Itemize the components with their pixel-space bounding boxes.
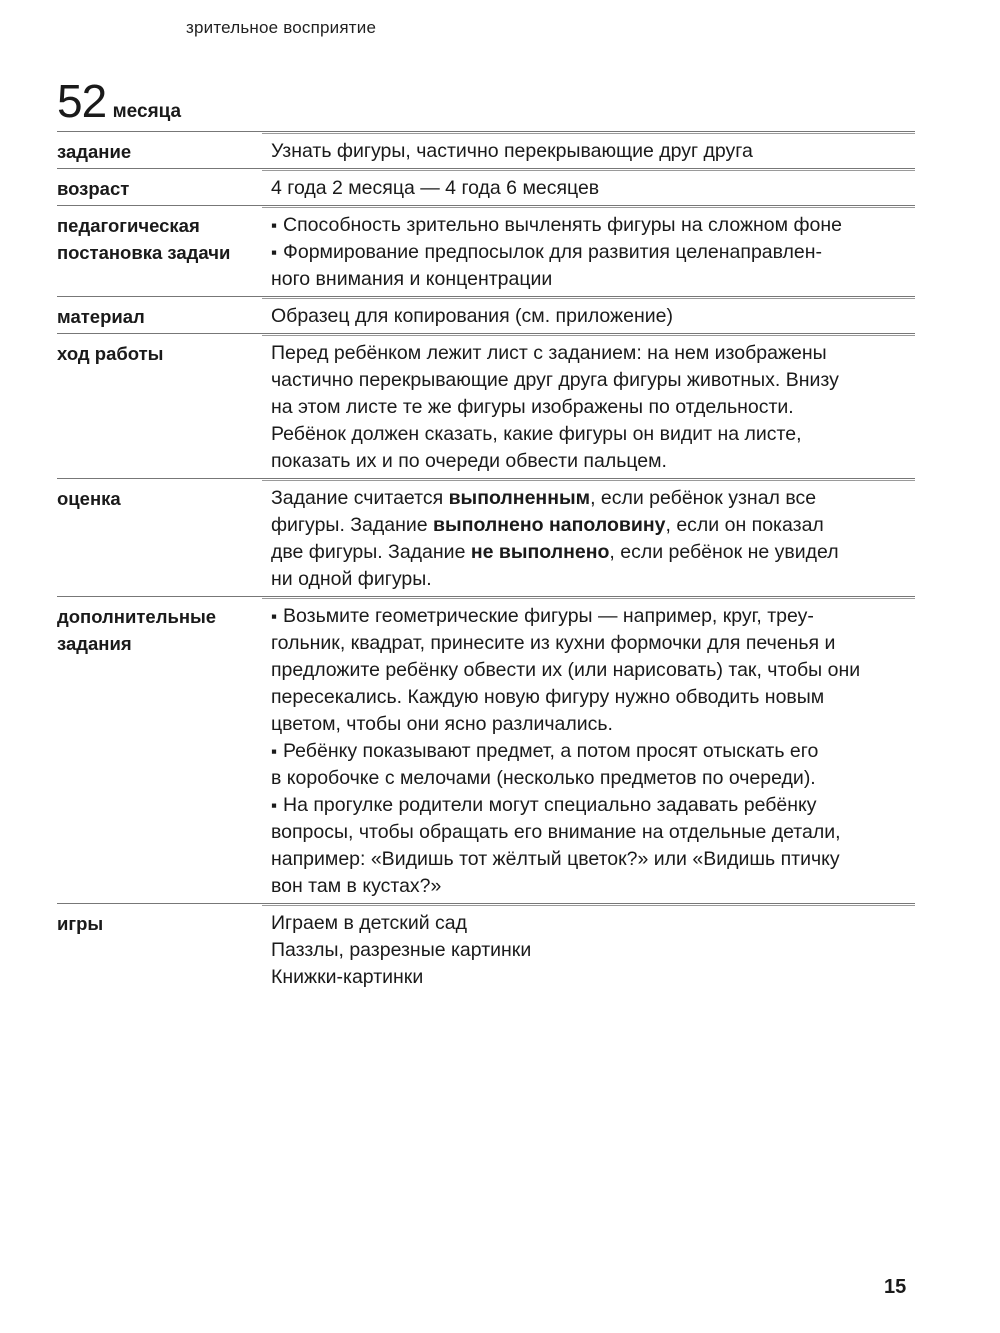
extra-bullet-1 <box>271 603 915 630</box>
row-material <box>57 296 915 333</box>
label-age: возраст <box>57 178 130 199</box>
value-evaluation <box>271 479 915 596</box>
label-extra-line1: дополнительные <box>57 606 217 627</box>
row-age <box>57 168 915 205</box>
value-age: 4 года 2 месяца — 4 года 6 месяцев <box>271 177 600 199</box>
goals-bullet-1 <box>271 212 915 239</box>
games-item-3: Книжки-картинки <box>271 966 424 988</box>
evaluation-l1-a: Задание считается <box>271 487 449 509</box>
label-evaluation: оценка <box>57 488 121 509</box>
goals-bullet-2-line2: ного внимания и концентрации <box>271 268 553 290</box>
label-task: задание <box>57 141 132 162</box>
extra-b1-line2: гольник, квадрат, принесите из кухни формочки для печенья и <box>271 632 836 654</box>
goals-bullet-2-line1: Формирование предпосылок для развития целенаправлен- <box>283 241 823 263</box>
value-extra <box>271 597 915 903</box>
extra-bullet-2 <box>271 738 915 765</box>
extra-b1-line4: пересекались. Каждую новую фигуру нужно обводить новым <box>271 686 825 708</box>
running-head: зрительное восприятие <box>186 18 377 37</box>
evaluation-l2-bold: выполнено наполовину <box>433 514 666 536</box>
row-games <box>57 903 915 994</box>
extra-b1-line5: цветом, чтобы они ясно различались. <box>271 713 613 735</box>
evaluation-l3-c: , если ребёнок не увидел <box>609 541 839 563</box>
evaluation-line-4: ни одной фигуры. <box>271 568 432 590</box>
value-goals <box>271 206 915 296</box>
value-task: Узнать фигуры, частично перекрывающие друг друга <box>271 140 753 162</box>
page-number: 15 <box>884 1276 907 1298</box>
procedure-line-4: Ребёнок должен сказать, какие фигуры он видит на листе, <box>271 423 802 445</box>
label-material: материал <box>57 306 145 327</box>
row-procedure <box>57 333 915 478</box>
label-procedure: ход работы <box>57 343 164 364</box>
row-extra <box>57 596 915 903</box>
row-goals <box>57 205 915 296</box>
goals-bullet-1-text: Способность зрительно вычленять фигуры на сложном фоне <box>283 214 842 236</box>
evaluation-l3-a: две фигуры. Задание <box>271 541 471 563</box>
evaluation-line-2 <box>271 512 915 539</box>
value-material: Образец для копирования (см. приложение) <box>271 305 673 327</box>
evaluation-l2-a: фигуры. Задание <box>271 514 434 536</box>
goals-bullet-2 <box>271 239 915 266</box>
extra-b3-line2: вопросы, чтобы обращать его внимание на отдельные детали, <box>271 821 841 843</box>
label-goals-line1: педагогическая <box>57 215 200 236</box>
label-goals <box>57 206 271 296</box>
label-goals-line2: постановка задачи <box>57 242 231 263</box>
extra-b3-line4: вон там в кустах?» <box>271 875 442 897</box>
page-title <box>57 75 182 127</box>
evaluation-line-1 <box>271 485 915 512</box>
label-extra-line2: задания <box>57 633 132 654</box>
label-games: игры <box>57 913 104 934</box>
title-unit: месяца <box>112 101 182 122</box>
extra-bullet-3 <box>271 792 915 819</box>
row-task <box>57 131 915 168</box>
value-games <box>271 904 915 994</box>
games-item-1: Играем в детский сад <box>271 912 468 934</box>
procedure-line-3: на этом листе те же фигуры изображены по отдельности. <box>271 396 794 418</box>
value-procedure <box>271 334 915 478</box>
title-number: 52 <box>57 75 107 127</box>
procedure-line-1: Перед ребёнком лежит лист с заданием: на нем изображены <box>271 342 827 364</box>
procedure-line-2: частично перекрывающие друг друга фигуры животных. Внизу <box>271 369 839 391</box>
activity-table <box>57 131 915 994</box>
extra-b1-line3: предложите ребёнку обвести их (или нарисовать) так, чтобы они <box>271 659 861 681</box>
extra-b3-line3: например: «Видишь тот жёлтый цветок?» или «Видишь птичку <box>271 848 840 870</box>
evaluation-l1-c: , если ребёнок узнал все <box>590 487 817 509</box>
extra-b1-line1: Возьмите геометрические фигуры — например, круг, треу- <box>283 605 814 627</box>
evaluation-l2-c: , если он показал <box>665 514 824 536</box>
extra-b2-line2: в коробочке с мелочами (несколько предметов по очереди). <box>271 767 816 789</box>
extra-b2-line1: Ребёнку показывают предмет, а потом просят отыскать его <box>283 740 819 762</box>
extra-b3-line1: На прогулке родители могут специально задавать ребёнку <box>283 794 817 816</box>
evaluation-line-3 <box>271 539 915 566</box>
games-item-2: Паззлы, разрезные картинки <box>271 939 532 961</box>
label-extra <box>57 597 271 903</box>
evaluation-l3-bold: не выполнено <box>470 541 610 563</box>
procedure-line-5: показать их и по очереди обвести пальцем. <box>271 450 667 472</box>
row-evaluation <box>57 478 915 596</box>
evaluation-l1-bold: выполненным <box>448 487 591 509</box>
